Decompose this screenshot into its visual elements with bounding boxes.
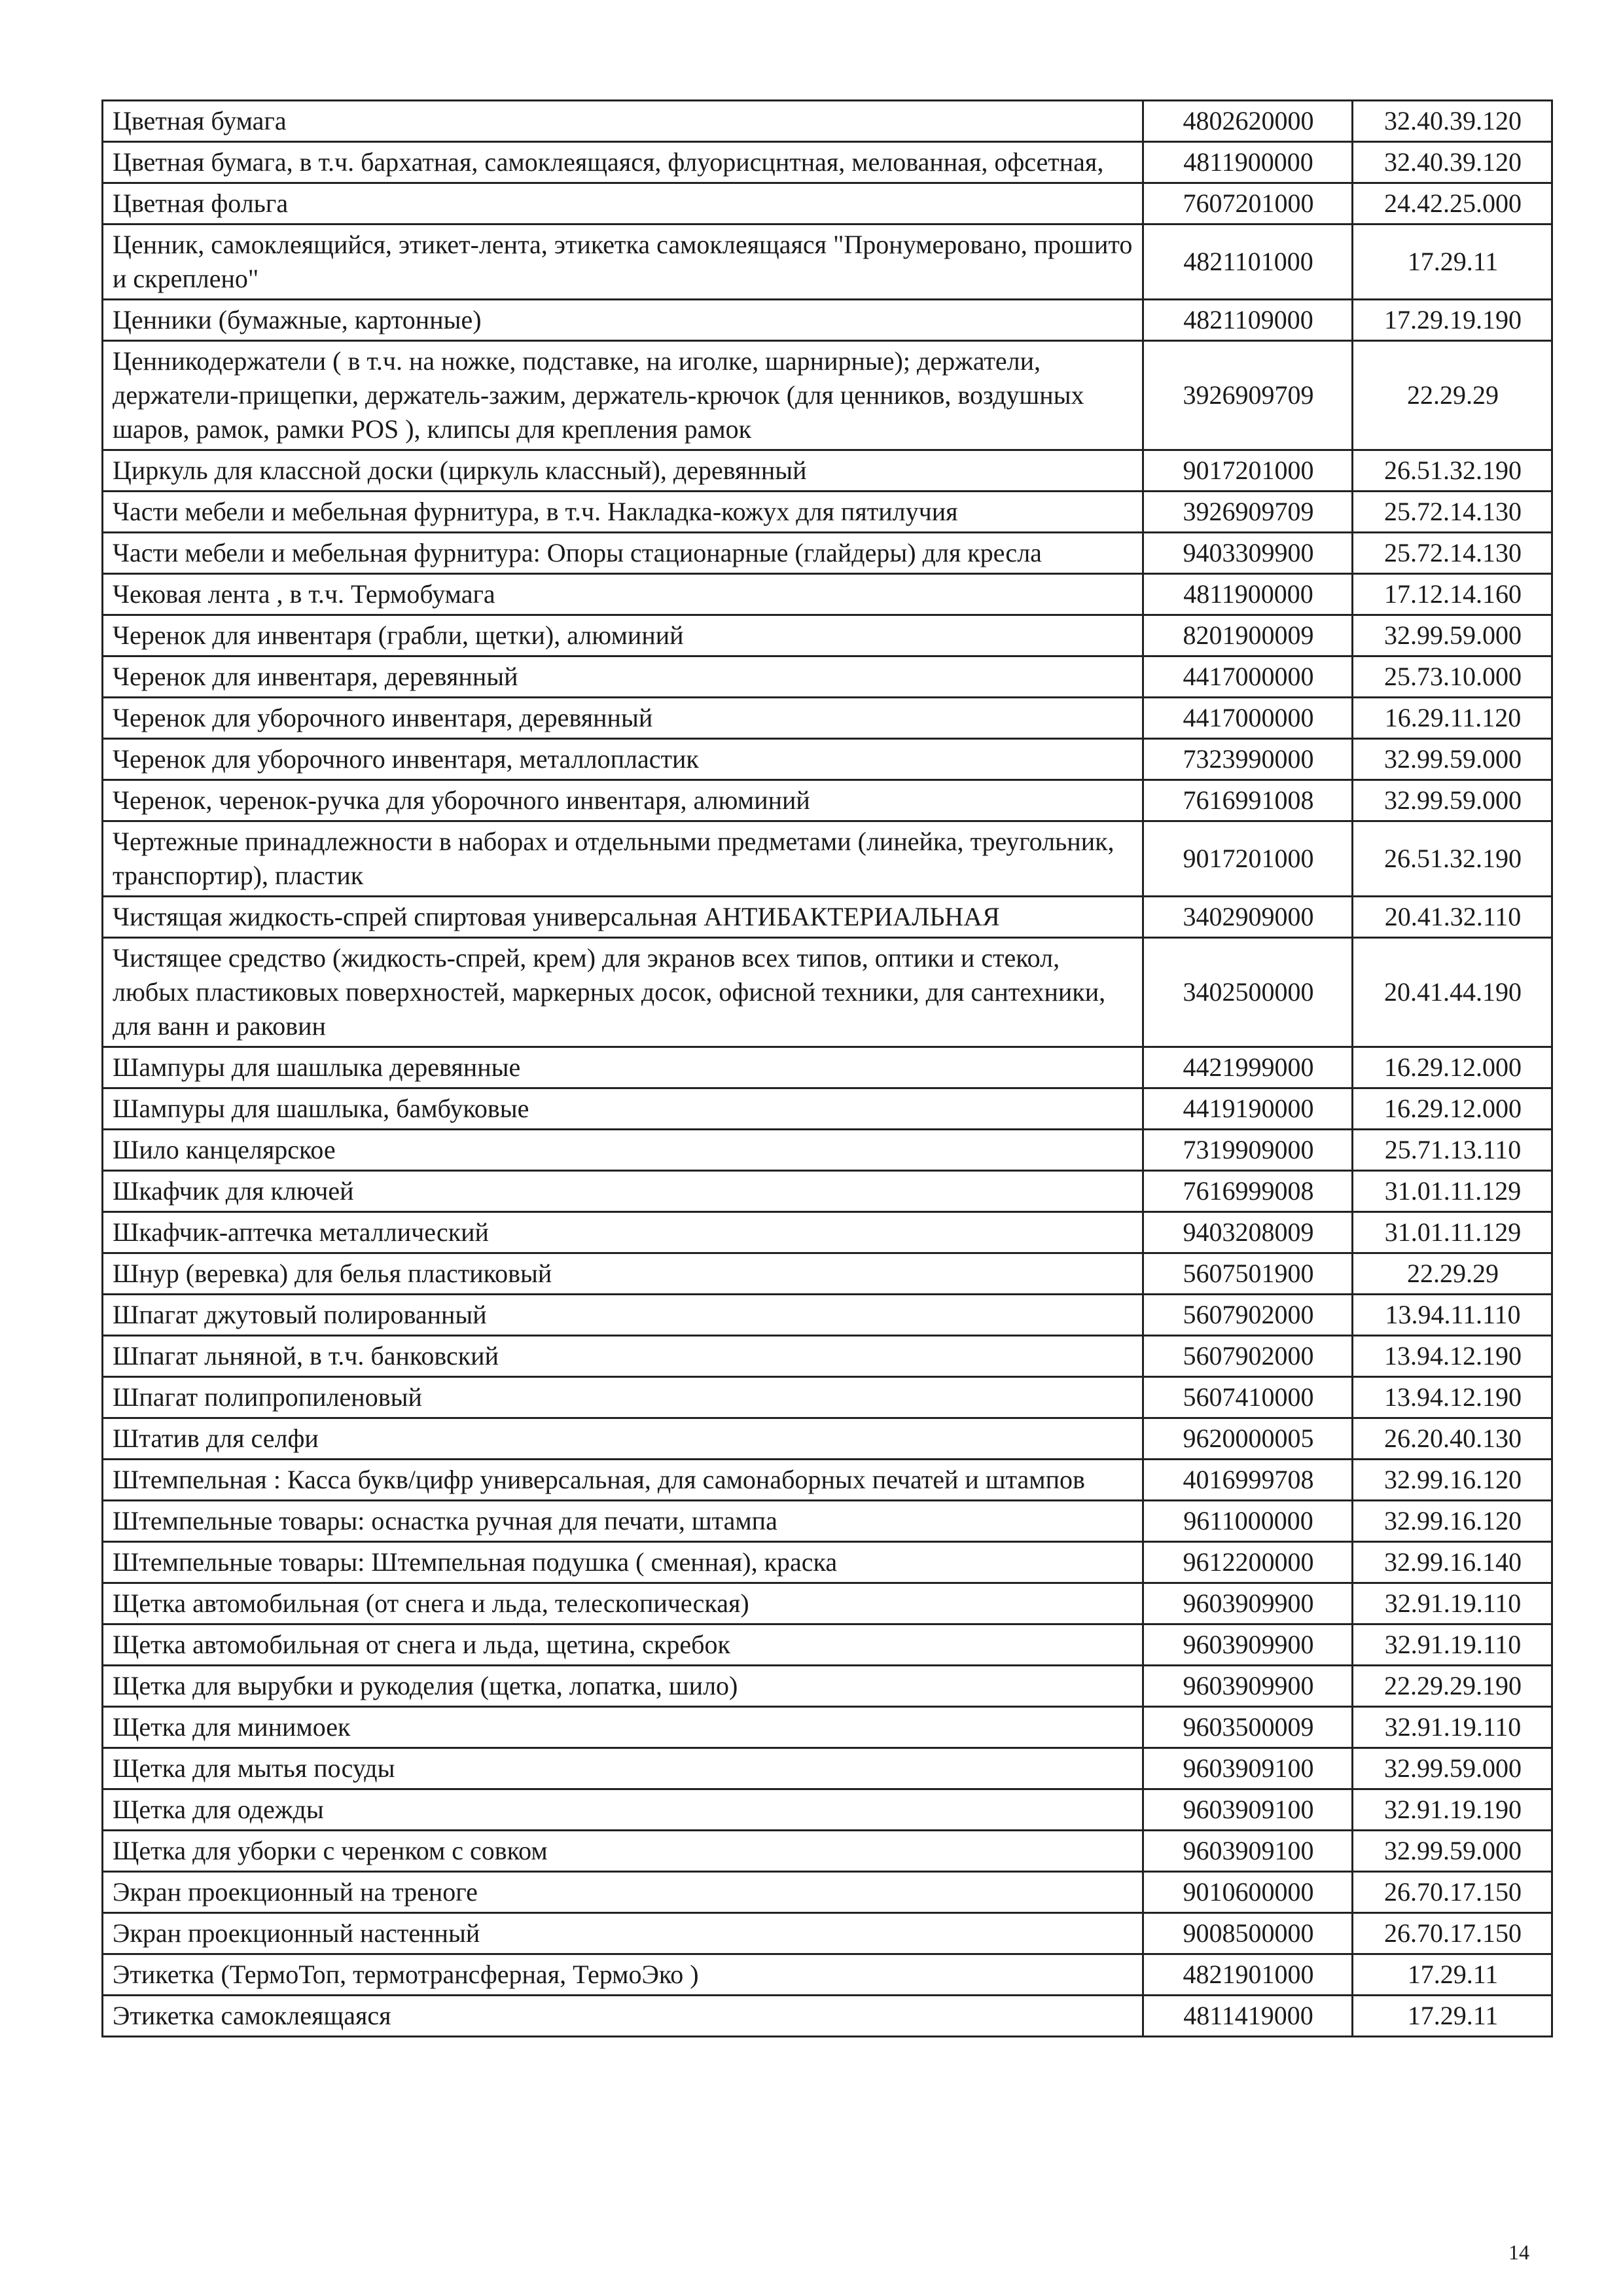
item-name-cell: Черенок для уборочного инвентаря, металлопластик [103, 739, 1143, 780]
table-row [103, 615, 1552, 656]
item-name-cell: Экран проекционный на треноге [103, 1872, 1143, 1913]
table-row [103, 101, 1552, 142]
item-name-cell: Щетка для уборки с черенком с совком [103, 1831, 1143, 1872]
item-name-cell: Щетка для мытья посуды [103, 1748, 1143, 1789]
okpd2-code-cell: 31.01.11.129 [1353, 1212, 1552, 1253]
table-row [103, 142, 1552, 183]
table-row [103, 821, 1552, 897]
okpd2-code-cell: 22.29.29 [1353, 1253, 1552, 1295]
okpd2-code-cell: 16.29.12.000 [1353, 1088, 1552, 1130]
okpd2-code-cell: 13.94.11.110 [1353, 1295, 1552, 1336]
table-body [103, 101, 1552, 2037]
okpd2-code-cell: 26.70.17.150 [1353, 1872, 1552, 1913]
item-name-cell: Шкафчик-аптечка металлический [103, 1212, 1143, 1253]
item-name-cell: Чистящая жидкость-спрей спиртовая универсальная АНТИБАКТЕРИАЛЬНАЯ [103, 897, 1143, 938]
item-name-cell: Черенок для инвентаря (грабли, щетки), алюминий [103, 615, 1143, 656]
table-row [103, 1377, 1552, 1418]
tnved-code-cell: 9603909900 [1143, 1583, 1353, 1624]
tnved-code-cell: 9403309900 [1143, 533, 1353, 574]
item-name-cell: Части мебели и мебельная фурнитура, в т.ч. Накладка-кожух для пятилучия [103, 492, 1143, 533]
table-row [103, 1666, 1552, 1707]
item-name-cell: Шампуры для шашлыка, бамбуковые [103, 1088, 1143, 1130]
okpd2-code-cell: 17.29.11 [1353, 1954, 1552, 1996]
okpd2-code-cell: 17.29.11 [1353, 1996, 1552, 2037]
tnved-code-cell: 9611000000 [1143, 1501, 1353, 1542]
tnved-code-cell: 3402909000 [1143, 897, 1353, 938]
item-name-cell: Щетка для минимоек [103, 1707, 1143, 1748]
tnved-code-cell: 5607501900 [1143, 1253, 1353, 1295]
tnved-code-cell: 9008500000 [1143, 1913, 1353, 1954]
tnved-code-cell: 4811900000 [1143, 574, 1353, 615]
item-name-cell: Этикетка самоклеящаяся [103, 1996, 1143, 2037]
okpd2-code-cell: 17.29.19.190 [1353, 300, 1552, 341]
okpd2-code-cell: 32.99.59.000 [1353, 780, 1552, 821]
item-name-cell: Циркуль для классной доски (циркуль классный), деревянный [103, 450, 1143, 492]
item-name-cell: Шпагат джутовый полированный [103, 1295, 1143, 1336]
table-row [103, 574, 1552, 615]
item-name-cell: Чековая лента , в т.ч. Термобумага [103, 574, 1143, 615]
tnved-code-cell: 5607902000 [1143, 1336, 1353, 1377]
table-row [103, 656, 1552, 698]
okpd2-code-cell: 26.51.32.190 [1353, 821, 1552, 897]
table-row [103, 1171, 1552, 1212]
item-name-cell: Цветная фольга [103, 183, 1143, 224]
item-name-cell: Черенок, черенок-ручка для уборочного инвентаря, алюминий [103, 780, 1143, 821]
tnved-code-cell: 9017201000 [1143, 450, 1353, 492]
item-name-cell: Чертежные принадлежности в наборах и отдельными предметами (линейка, треугольник, транспортир), пластик [103, 821, 1143, 897]
okpd2-code-cell: 32.99.59.000 [1353, 1748, 1552, 1789]
item-name-cell: Цветная бумага, в т.ч. бархатная, самоклеящаяся, флуорисцнтная, мелованная, офсетная, [103, 142, 1143, 183]
okpd2-code-cell: 17.29.11 [1353, 224, 1552, 300]
okpd2-code-cell: 32.99.59.000 [1353, 1831, 1552, 1872]
table-row [103, 780, 1552, 821]
table-row [103, 1707, 1552, 1748]
item-name-cell: Шпагат полипропиленовый [103, 1377, 1143, 1418]
item-name-cell: Черенок для инвентаря, деревянный [103, 656, 1143, 698]
item-name-cell: Шпагат льняной, в т.ч. банковский [103, 1336, 1143, 1377]
okpd2-code-cell: 32.91.19.110 [1353, 1707, 1552, 1748]
table-row [103, 1624, 1552, 1666]
tnved-code-cell: 9603909100 [1143, 1748, 1353, 1789]
table-row [103, 1047, 1552, 1088]
okpd2-code-cell: 32.99.59.000 [1353, 615, 1552, 656]
okpd2-code-cell: 20.41.44.190 [1353, 938, 1552, 1047]
tnved-code-cell: 3926909709 [1143, 341, 1353, 450]
tnved-code-cell: 9017201000 [1143, 821, 1353, 897]
tnved-code-cell: 4419190000 [1143, 1088, 1353, 1130]
tnved-code-cell: 9603909100 [1143, 1789, 1353, 1831]
item-name-cell: Штемпельная : Касса букв/цифр универсальная, для самонаборных печатей и штампов [103, 1460, 1143, 1501]
okpd2-code-cell: 16.29.11.120 [1353, 698, 1552, 739]
tnved-code-cell: 9603909900 [1143, 1624, 1353, 1666]
tnved-code-cell: 7319909000 [1143, 1130, 1353, 1171]
table-row [103, 1996, 1552, 2037]
okpd2-code-cell: 13.94.12.190 [1353, 1336, 1552, 1377]
item-name-cell: Части мебели и мебельная фурнитура: Опоры стационарные (глайдеры) для кресла [103, 533, 1143, 574]
okpd2-code-cell: 17.12.14.160 [1353, 574, 1552, 615]
okpd2-code-cell: 32.40.39.120 [1353, 101, 1552, 142]
tnved-code-cell: 4821901000 [1143, 1954, 1353, 1996]
table-row [103, 1789, 1552, 1831]
page-number: 14 [1508, 2240, 1529, 2264]
item-name-cell: Этикетка (ТермоТоп, термотрансферная, ТермоЭко ) [103, 1954, 1143, 1996]
table-row [103, 1088, 1552, 1130]
tnved-code-cell: 4802620000 [1143, 101, 1353, 142]
tnved-code-cell: 4811900000 [1143, 142, 1353, 183]
tnved-code-cell: 4417000000 [1143, 698, 1353, 739]
okpd2-code-cell: 32.91.19.110 [1353, 1624, 1552, 1666]
tnved-code-cell: 7616991008 [1143, 780, 1353, 821]
okpd2-code-cell: 13.94.12.190 [1353, 1377, 1552, 1418]
item-name-cell: Щетка автомобильная (от снега и льда, телескопическая) [103, 1583, 1143, 1624]
table-row [103, 1336, 1552, 1377]
table-row [103, 533, 1552, 574]
tnved-code-cell: 4821109000 [1143, 300, 1353, 341]
table-row [103, 1295, 1552, 1336]
tnved-code-cell: 5607902000 [1143, 1295, 1353, 1336]
item-name-cell: Ценники (бумажные, картонные) [103, 300, 1143, 341]
okpd2-code-cell: 25.72.14.130 [1353, 492, 1552, 533]
okpd2-code-cell: 32.99.16.120 [1353, 1501, 1552, 1542]
table-row [103, 1460, 1552, 1501]
okpd2-code-cell: 16.29.12.000 [1353, 1047, 1552, 1088]
tnved-code-cell: 9603500009 [1143, 1707, 1353, 1748]
okpd2-code-cell: 32.40.39.120 [1353, 142, 1552, 183]
table-row [103, 1583, 1552, 1624]
tnved-code-cell: 4421999000 [1143, 1047, 1353, 1088]
item-name-cell: Шило канцелярское [103, 1130, 1143, 1171]
item-name-cell: Щетка автомобильная от снега и льда, щетина, скребок [103, 1624, 1143, 1666]
item-name-cell: Цветная бумага [103, 101, 1143, 142]
table-row [103, 1748, 1552, 1789]
document-page [101, 99, 1551, 2037]
table-row [103, 183, 1552, 224]
tnved-code-cell: 9603909100 [1143, 1831, 1353, 1872]
okpd2-code-cell: 25.71.13.110 [1353, 1130, 1552, 1171]
item-name-cell: Ценникодержатели ( в т.ч. на ножке, подставке, на иголке, шарнирные); держатели, держатели-прищепки, держатель-зажим, держатель-крючок (для ценников, воздушных шаров, рамок, рамки POS ), клипсы для крепления рамок [103, 341, 1143, 450]
table-row [103, 938, 1552, 1047]
tnved-code-cell: 9403208009 [1143, 1212, 1353, 1253]
okpd2-code-cell: 20.41.32.110 [1353, 897, 1552, 938]
item-name-cell: Экран проекционный настенный [103, 1913, 1143, 1954]
item-name-cell: Штемпельные товары: оснастка ручная для печати, штампа [103, 1501, 1143, 1542]
item-name-cell: Шампуры для шашлыка деревянные [103, 1047, 1143, 1088]
okpd2-code-cell: 22.29.29 [1353, 341, 1552, 450]
table-row [103, 224, 1552, 300]
okpd2-code-cell: 32.91.19.110 [1353, 1583, 1552, 1624]
table-row [103, 450, 1552, 492]
table-row [103, 492, 1552, 533]
tnved-code-cell: 9603909900 [1143, 1666, 1353, 1707]
table-row [103, 1253, 1552, 1295]
okpd2-code-cell: 32.99.59.000 [1353, 739, 1552, 780]
tnved-code-cell: 3926909709 [1143, 492, 1353, 533]
table-row [103, 897, 1552, 938]
table-row [103, 739, 1552, 780]
okpd2-code-cell: 26.70.17.150 [1353, 1913, 1552, 1954]
table-row [103, 341, 1552, 450]
okpd2-code-cell: 25.72.14.130 [1353, 533, 1552, 574]
okpd2-code-cell: 32.91.19.190 [1353, 1789, 1552, 1831]
tnved-code-cell: 4821101000 [1143, 224, 1353, 300]
okpd2-code-cell: 26.20.40.130 [1353, 1418, 1552, 1460]
tnved-code-cell: 9620000005 [1143, 1418, 1353, 1460]
table-row [103, 1954, 1552, 1996]
table-row [103, 300, 1552, 341]
tnved-code-cell: 5607410000 [1143, 1377, 1353, 1418]
item-name-cell: Щетка для одежды [103, 1789, 1143, 1831]
item-name-cell: Шкафчик для ключей [103, 1171, 1143, 1212]
item-name-cell: Штатив для селфи [103, 1418, 1143, 1460]
tnved-code-cell: 4811419000 [1143, 1996, 1353, 2037]
table-row [103, 1831, 1552, 1872]
tnved-code-cell: 3402500000 [1143, 938, 1353, 1047]
table-row [103, 1913, 1552, 1954]
okpd2-code-cell: 25.73.10.000 [1353, 656, 1552, 698]
table-row [103, 1501, 1552, 1542]
item-name-cell: Штемпельные товары: Штемпельная подушка ( сменная), краска [103, 1542, 1143, 1583]
tnved-code-cell: 4417000000 [1143, 656, 1353, 698]
table-row [103, 1212, 1552, 1253]
okpd2-code-cell: 22.29.29.190 [1353, 1666, 1552, 1707]
table-row [103, 698, 1552, 739]
okpd2-code-cell: 31.01.11.129 [1353, 1171, 1552, 1212]
okpd2-code-cell: 24.42.25.000 [1353, 183, 1552, 224]
item-name-cell: Чистящее средство (жидкость-спрей, крем) для экранов всех типов, оптики и стекол, любых пластиковых поверхностей, маркерных досок, офисной техники, для сантехники, для ванн и раковин [103, 938, 1143, 1047]
tnved-code-cell: 7607201000 [1143, 183, 1353, 224]
tnved-code-cell: 9612200000 [1143, 1542, 1353, 1583]
item-name-cell: Ценник, самоклеящийся, этикет-лента, этикетка самоклеящаяся "Пронумеровано, прошито и скреплено" [103, 224, 1143, 300]
table-row [103, 1418, 1552, 1460]
item-name-cell: Черенок для уборочного инвентаря, деревянный [103, 698, 1143, 739]
table-row [103, 1130, 1552, 1171]
tnved-code-cell: 4016999708 [1143, 1460, 1353, 1501]
okpd2-code-cell: 32.99.16.140 [1353, 1542, 1552, 1583]
product-codes-table [101, 99, 1553, 2037]
tnved-code-cell: 8201900009 [1143, 615, 1353, 656]
tnved-code-cell: 7323990000 [1143, 739, 1353, 780]
tnved-code-cell: 7616999008 [1143, 1171, 1353, 1212]
item-name-cell: Щетка для вырубки и рукоделия (щетка, лопатка, шило) [103, 1666, 1143, 1707]
tnved-code-cell: 9010600000 [1143, 1872, 1353, 1913]
item-name-cell: Шнур (веревка) для белья пластиковый [103, 1253, 1143, 1295]
okpd2-code-cell: 32.99.16.120 [1353, 1460, 1552, 1501]
okpd2-code-cell: 26.51.32.190 [1353, 450, 1552, 492]
table-row [103, 1542, 1552, 1583]
table-row [103, 1872, 1552, 1913]
